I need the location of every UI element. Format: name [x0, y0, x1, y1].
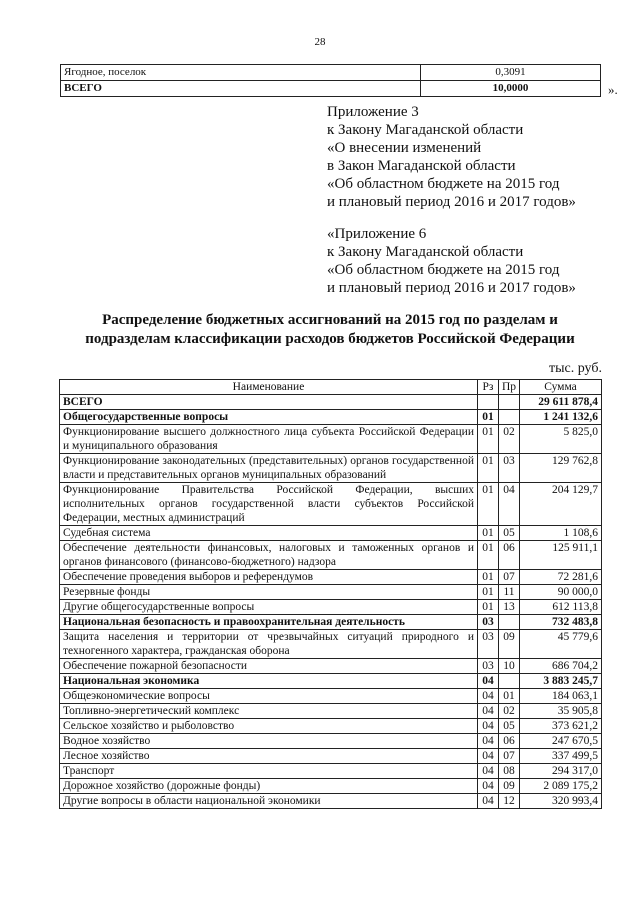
row-pr	[499, 410, 520, 425]
appendix3-line: в Закон Магаданской области	[327, 158, 516, 174]
appendix6-line: к Закону Магаданской области	[327, 244, 524, 260]
table-row	[60, 749, 602, 764]
row-pr: 09	[499, 630, 520, 659]
row-pr	[499, 674, 520, 689]
budget-allocation-table	[59, 379, 602, 809]
table-row	[60, 541, 602, 570]
table-row	[60, 570, 602, 585]
appendix3-line: к Закону Магаданской области	[327, 122, 524, 138]
row-name: Резервные фонды	[60, 585, 478, 600]
row-pr: 06	[499, 541, 520, 570]
row-sum: 373 621,2	[520, 719, 602, 734]
units-label: тыс. руб.	[549, 361, 602, 376]
appendix3-line: «Об областном бюджете на 2015 год	[327, 176, 560, 192]
table-row	[61, 81, 601, 97]
row-rz	[478, 395, 499, 410]
row-pr: 05	[499, 526, 520, 541]
row-rz: 03	[478, 615, 499, 630]
row-pr: 10	[499, 659, 520, 674]
row-name: Функционирование законодательных (представительных) органов государственной власти и представительных органов муниципальных образований	[60, 454, 478, 483]
row-sum: 129 762,8	[520, 454, 602, 483]
row-rz: 04	[478, 674, 499, 689]
row-pr: 13	[499, 600, 520, 615]
row-name: Транспорт	[60, 764, 478, 779]
table-row	[60, 615, 602, 630]
row-name: Топливно-энергетический комплекс	[60, 704, 478, 719]
row-rz: 01	[478, 526, 499, 541]
row-sum: 72 281,6	[520, 570, 602, 585]
title-line-1: Распределение бюджетных ассигнований на 2015 год по разделам и	[102, 312, 558, 328]
row-sum: 184 063,1	[520, 689, 602, 704]
table-row	[60, 779, 602, 794]
table-row	[60, 734, 602, 749]
settlement-value: 0,3091	[421, 65, 601, 81]
row-pr: 04	[499, 483, 520, 526]
appendix6-line: «Приложение 6	[327, 226, 427, 242]
row-pr: 06	[499, 734, 520, 749]
table-row	[60, 425, 602, 454]
row-rz: 01	[478, 570, 499, 585]
table-header-row	[60, 380, 602, 395]
row-name: Лесное хозяйство	[60, 749, 478, 764]
appendix-3-heading	[327, 103, 576, 211]
row-name: Функционирование высшего должностного лица субъекта Российской Федерации и муниципального образования	[60, 425, 478, 454]
row-sum: 29 611 878,4	[520, 395, 602, 410]
row-name: Национальная экономика	[60, 674, 478, 689]
appendix6-line: и плановый период 2016 и 2017 годов»	[327, 280, 576, 296]
table-row	[60, 600, 602, 615]
table-row	[60, 454, 602, 483]
row-name: Обеспечение пожарной безопасности	[60, 659, 478, 674]
table-row	[60, 689, 602, 704]
settlement-name: Ягодное, поселок	[61, 65, 421, 81]
title-line-2: подразделам классификации расходов бюджетов Российской Федерации	[85, 331, 575, 347]
header-name: Наименование	[60, 380, 478, 395]
row-sum: 125 911,1	[520, 541, 602, 570]
row-rz: 01	[478, 483, 499, 526]
row-name: Национальная безопасность и правоохранительная деятельность	[60, 615, 478, 630]
row-name: Защита населения и территории от чрезвычайных ситуаций природного и техногенного характера, гражданская оборона	[60, 630, 478, 659]
row-name: Обеспечение проведения выборов и референдумов	[60, 570, 478, 585]
row-sum: 45 779,6	[520, 630, 602, 659]
row-rz: 01	[478, 585, 499, 600]
row-rz: 01	[478, 454, 499, 483]
table-row	[60, 395, 602, 410]
appendix3-line: Приложение 3	[327, 104, 419, 120]
row-name: Общеэкономические вопросы	[60, 689, 478, 704]
row-name: Водное хозяйство	[60, 734, 478, 749]
row-rz: 01	[478, 425, 499, 454]
row-sum: 732 483,8	[520, 615, 602, 630]
row-pr: 09	[499, 779, 520, 794]
row-pr	[499, 615, 520, 630]
row-rz: 04	[478, 704, 499, 719]
table-row	[60, 585, 602, 600]
row-pr: 07	[499, 570, 520, 585]
row-rz: 04	[478, 689, 499, 704]
row-sum: 5 825,0	[520, 425, 602, 454]
row-rz: 03	[478, 659, 499, 674]
row-pr: 01	[499, 689, 520, 704]
table-row	[60, 659, 602, 674]
row-rz: 04	[478, 749, 499, 764]
table-row	[60, 630, 602, 659]
appendix3-line: «О внесении изменений	[327, 140, 482, 156]
appendix-6-heading	[327, 225, 576, 297]
row-sum: 90 000,0	[520, 585, 602, 600]
row-name: Общегосударственные вопросы	[60, 410, 478, 425]
page-number: 28	[314, 36, 326, 48]
row-rz: 01	[478, 410, 499, 425]
row-sum: 294 317,0	[520, 764, 602, 779]
row-sum: 337 499,5	[520, 749, 602, 764]
row-sum: 204 129,7	[520, 483, 602, 526]
row-sum: 320 993,4	[520, 794, 602, 809]
settlement-name: ВСЕГО	[61, 81, 421, 97]
row-rz: 04	[478, 764, 499, 779]
row-pr: 03	[499, 454, 520, 483]
row-name: Другие вопросы в области национальной экономики	[60, 794, 478, 809]
header-rz: Рз	[478, 380, 499, 395]
row-pr: 07	[499, 749, 520, 764]
header-pr: Пр	[499, 380, 520, 395]
document-title	[60, 311, 600, 349]
row-pr: 12	[499, 794, 520, 809]
table-row	[60, 526, 602, 541]
row-pr	[499, 395, 520, 410]
settlement-value: 10,0000	[421, 81, 601, 97]
row-rz: 04	[478, 794, 499, 809]
table-row	[60, 483, 602, 526]
row-name: Обеспечение деятельности финансовых, налоговых и таможенных органов и органов финансового (финансово-бюджетного) надзора	[60, 541, 478, 570]
row-sum: 35 905,8	[520, 704, 602, 719]
row-name: Другие общегосударственные вопросы	[60, 600, 478, 615]
row-sum: 686 704,2	[520, 659, 602, 674]
row-rz: 03	[478, 630, 499, 659]
row-sum: 1 108,6	[520, 526, 602, 541]
row-name: Судебная система	[60, 526, 478, 541]
table-row	[60, 794, 602, 809]
appendix6-line: «Об областном бюджете на 2015 год	[327, 262, 560, 278]
row-sum: 2 089 175,2	[520, 779, 602, 794]
row-rz: 01	[478, 600, 499, 615]
row-name: Дорожное хозяйство (дорожные фонды)	[60, 779, 478, 794]
table-row	[60, 719, 602, 734]
row-sum: 247 670,5	[520, 734, 602, 749]
row-name: Сельское хозяйство и рыболовство	[60, 719, 478, 734]
row-rz: 01	[478, 541, 499, 570]
settlement-table	[60, 64, 601, 97]
table-row	[60, 410, 602, 425]
row-rz: 04	[478, 734, 499, 749]
row-pr: 05	[499, 719, 520, 734]
closing-quote: ».	[608, 82, 618, 97]
row-sum: 3 883 245,7	[520, 674, 602, 689]
row-rz: 04	[478, 779, 499, 794]
row-pr: 02	[499, 704, 520, 719]
row-pr: 02	[499, 425, 520, 454]
table-row	[60, 674, 602, 689]
row-sum: 1 241 132,6	[520, 410, 602, 425]
table-row	[60, 764, 602, 779]
row-name: Функционирование Правительства Российской Федерации, высших исполнительных органов государственной власти субъектов Российской Федерации, местных администраций	[60, 483, 478, 526]
header-sum: Сумма	[520, 380, 602, 395]
row-pr: 11	[499, 585, 520, 600]
table-row	[60, 704, 602, 719]
row-name: ВСЕГО	[60, 395, 478, 410]
row-pr: 08	[499, 764, 520, 779]
row-rz: 04	[478, 719, 499, 734]
row-sum: 612 113,8	[520, 600, 602, 615]
table-row	[61, 65, 601, 81]
appendix3-line: и плановый период 2016 и 2017 годов»	[327, 194, 576, 210]
